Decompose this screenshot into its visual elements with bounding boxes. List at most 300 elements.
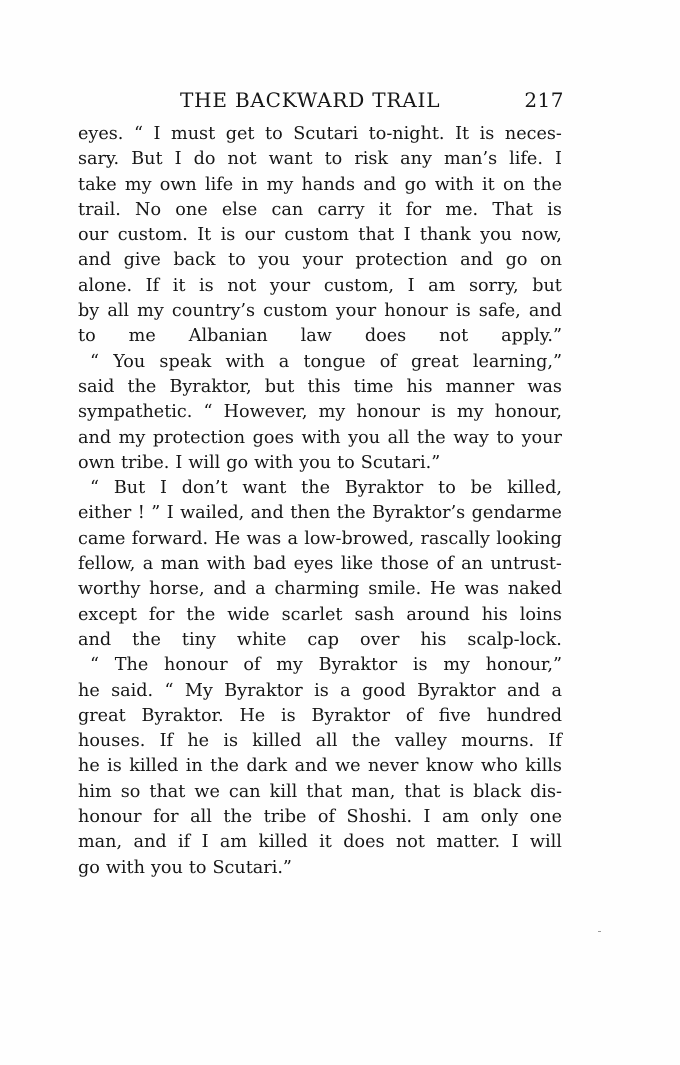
text-word: the [127, 376, 157, 397]
body-text [78, 122, 562, 881]
text-word: and [294, 756, 328, 777]
text-line [78, 173, 562, 198]
text-word: I [174, 149, 182, 170]
text-word: neces- [504, 124, 562, 144]
text-line [78, 704, 562, 729]
text-word: “ [133, 124, 143, 144]
text-word: of [243, 655, 261, 676]
text-word: else [221, 199, 258, 220]
text-word: said [78, 376, 115, 397]
text-word: No [135, 199, 162, 220]
text-word: my [456, 402, 484, 423]
text-word: eyes [293, 554, 334, 575]
text-word: But [131, 149, 163, 170]
text-word: He [214, 528, 241, 549]
text-word: matter. [436, 832, 501, 853]
text-word: hundred [486, 705, 562, 726]
text-word: his [420, 629, 447, 650]
text-word: worthy [78, 579, 141, 600]
text-word: You [113, 351, 146, 372]
text-word: to [324, 149, 343, 170]
text-word: untrust- [490, 554, 562, 575]
text-word: he [78, 756, 100, 777]
text-line [78, 248, 562, 273]
text-word: a [278, 351, 290, 372]
text-line [78, 856, 562, 881]
text-word: on [540, 250, 562, 271]
text-word: dis- [530, 781, 562, 802]
text-word: time [353, 376, 394, 397]
text-line [78, 426, 562, 451]
text-word: my [276, 655, 303, 676]
text-word: I [153, 124, 161, 144]
text-word: The [114, 655, 149, 676]
text-word: and [363, 174, 397, 195]
text-word: want [242, 478, 287, 499]
text-word: go [404, 174, 427, 195]
text-word: tongue [303, 351, 366, 372]
text-word: country’s [171, 301, 256, 322]
text-line [78, 527, 562, 552]
text-word: I [159, 478, 167, 499]
text-word: was [527, 376, 562, 397]
text-word: However, [223, 402, 308, 423]
text-word: I [407, 275, 415, 296]
text-word: to-night. [368, 124, 445, 144]
text-word: it [172, 275, 186, 296]
text-word: to [337, 452, 355, 473]
text-word: those [380, 554, 430, 575]
text-word: a [551, 680, 562, 701]
text-word: mourns. [461, 731, 535, 752]
text-word: my [118, 427, 146, 448]
text-word: the [223, 807, 253, 828]
text-word: of [405, 705, 423, 726]
text-word: If [159, 731, 174, 752]
text-word: dark [246, 756, 288, 777]
text-word: killed [252, 731, 302, 752]
text-word: sorry, [468, 275, 519, 296]
text-word: and [528, 301, 562, 322]
text-line [78, 147, 562, 172]
text-word: go [78, 857, 100, 878]
text-word: I [201, 832, 209, 853]
text-word: sash [354, 604, 395, 625]
text-word: all [387, 427, 410, 448]
text-word: tribe. [120, 452, 170, 473]
text-word: was [464, 579, 500, 600]
text-line [78, 324, 562, 349]
text-word: I [423, 807, 431, 828]
text-word: fellow, [78, 554, 136, 575]
text-word: and [78, 427, 112, 448]
text-word: rascally [420, 528, 490, 549]
text-line [78, 122, 562, 147]
text-word: It [455, 124, 470, 144]
text-word: around [406, 604, 470, 625]
text-word: My [184, 680, 213, 701]
text-word: Byraktor, [169, 376, 252, 397]
text-word: is [412, 655, 428, 676]
text-word: horse, [149, 579, 205, 600]
text-word: one [529, 807, 562, 828]
text-word: can [228, 781, 261, 802]
text-word: by [78, 301, 100, 322]
text-line [78, 805, 562, 830]
text-word: one [175, 199, 208, 220]
text-word: except [78, 604, 137, 625]
text-word: it [378, 199, 392, 220]
text-word: honour [78, 807, 142, 828]
text-word: of [379, 351, 397, 372]
text-line [78, 400, 562, 425]
text-word: for [148, 604, 175, 625]
text-word: I [511, 832, 519, 853]
text-word: him [78, 781, 112, 802]
text-word: honour [164, 655, 228, 676]
text-word: man [160, 554, 200, 575]
text-word: hands [301, 174, 355, 195]
text-word: killed [129, 756, 179, 777]
text-word: go [226, 452, 249, 473]
text-word: risk [354, 149, 389, 170]
text-word: Byraktor [224, 680, 303, 701]
text-word: with [434, 174, 474, 195]
text-word: with [254, 452, 294, 473]
text-word: now, [521, 225, 562, 246]
text-word: and [250, 503, 284, 524]
text-word: is [281, 705, 296, 726]
text-line [78, 223, 562, 248]
text-word: can [271, 199, 304, 220]
text-word: an [461, 554, 483, 575]
text-word: He [239, 705, 266, 726]
text-word: you [348, 427, 381, 448]
text-line [78, 501, 562, 526]
text-line [78, 577, 562, 602]
text-word: custom. [117, 225, 188, 246]
text-word: am [219, 832, 248, 853]
text-line [78, 198, 562, 223]
text-line [78, 653, 562, 678]
text-word: law [300, 326, 332, 347]
text-word: “ [90, 351, 99, 372]
text-word: carry [317, 199, 365, 220]
text-word: That [492, 199, 533, 220]
text-word: of [436, 554, 454, 575]
text-line [78, 628, 562, 653]
text-word: custom [284, 225, 349, 246]
text-word: never [367, 756, 419, 777]
text-word: the [416, 427, 446, 448]
text-word: then [290, 503, 331, 524]
text-line [78, 274, 562, 299]
text-line [78, 299, 562, 324]
text-word: protection [355, 250, 448, 271]
text-word: white [236, 629, 287, 650]
text-word: man, [351, 781, 396, 802]
text-word: the [351, 731, 381, 752]
text-word: Byraktor [344, 478, 424, 499]
text-word: any [400, 149, 432, 170]
text-word: bad [253, 554, 287, 575]
text-word: on [502, 174, 525, 195]
text-word: my [266, 174, 294, 195]
text-word: man, [78, 832, 123, 853]
text-word: all [107, 301, 130, 322]
text-line [78, 603, 562, 628]
text-word: your [521, 427, 562, 448]
text-word: Byraktor’s [372, 503, 466, 524]
text-word: all [190, 807, 212, 828]
text-word: goes [252, 427, 294, 448]
text-word: honour [356, 402, 420, 423]
text-word: but [532, 275, 562, 296]
text-line [78, 552, 562, 577]
text-word: his [406, 376, 433, 397]
text-word: to [78, 326, 96, 347]
text-word: it [319, 832, 332, 853]
text-word: He [429, 579, 456, 600]
text-word: is [223, 731, 238, 752]
text-word: don’t [181, 478, 228, 499]
text-word: am [428, 275, 456, 296]
text-word: ! [137, 503, 145, 524]
text-word: with [225, 351, 265, 372]
text-word: a [255, 579, 266, 600]
text-word: “ [90, 655, 99, 676]
text-word: with [105, 857, 145, 878]
text-word: smile. [368, 579, 422, 600]
text-word: all [315, 731, 338, 752]
text-word: tiny [181, 629, 216, 650]
text-word: either [78, 503, 132, 524]
text-word: the [533, 174, 562, 195]
text-word: you [150, 857, 183, 878]
text-word: your [269, 275, 311, 296]
text-word: to [496, 427, 515, 448]
text-word: that [404, 781, 441, 802]
text-word: man’s [443, 149, 498, 170]
text-word: he [78, 680, 100, 701]
text-word: am [441, 807, 470, 828]
text-word: custom, [323, 275, 394, 296]
text-word: with [301, 427, 341, 448]
text-word: who [480, 756, 518, 777]
text-word: valley [394, 731, 447, 752]
text-word: Scutari [293, 124, 359, 144]
text-word: thank [419, 225, 471, 246]
text-word: trail. [78, 199, 121, 220]
text-word: wide [227, 604, 270, 625]
text-word: honour, [494, 402, 562, 423]
text-word: life [205, 174, 234, 195]
text-word: “ [164, 680, 174, 701]
text-word: sympathetic. [78, 402, 193, 423]
text-word: great [411, 351, 459, 372]
text-word: our [78, 225, 109, 246]
text-line [78, 476, 562, 501]
text-word: learning,” [472, 351, 562, 372]
text-word: we [194, 781, 220, 802]
text-word: was [246, 528, 282, 549]
text-word: your [335, 301, 377, 322]
text-word: scalp-lock. [467, 629, 562, 650]
text-word: is [314, 680, 329, 701]
text-word: eyes. [78, 124, 124, 144]
text-word: way [453, 427, 489, 448]
text-word: does [364, 326, 407, 347]
text-word: honour [384, 301, 448, 322]
text-word: forward. [131, 528, 209, 549]
text-line [78, 780, 562, 805]
text-word: get [225, 124, 255, 144]
text-word: Byraktor [311, 705, 391, 726]
text-word: Byraktor [318, 655, 398, 676]
text-word: black [473, 781, 522, 802]
text-line [78, 754, 562, 779]
text-word: and [78, 629, 112, 650]
text-line [78, 729, 562, 754]
text-word: take [78, 174, 117, 195]
text-word: own [78, 452, 115, 473]
text-word: protection [152, 427, 246, 448]
text-word: It [197, 225, 212, 246]
text-word: is [455, 301, 471, 322]
text-word: over [360, 629, 400, 650]
text-word: safe, [478, 301, 521, 322]
running-title: THE BACKWARD TRAIL [180, 88, 441, 112]
text-word: not [227, 275, 257, 296]
text-word: manner [445, 376, 515, 397]
text-word: apply.” [501, 326, 562, 347]
text-word: came [78, 528, 126, 549]
text-word: If [548, 731, 562, 752]
text-word: will [188, 452, 221, 473]
text-word: is [479, 124, 495, 144]
text-word: that [358, 225, 395, 246]
text-word: do [193, 149, 216, 170]
running-head [176, 88, 568, 116]
text-word: naked [507, 579, 562, 600]
text-line [78, 679, 562, 704]
text-word: to [228, 250, 246, 271]
text-word: so [120, 781, 141, 802]
text-word: if [178, 832, 191, 853]
text-word: of [317, 807, 336, 828]
text-word: and [133, 832, 167, 853]
text-word: for [153, 807, 179, 828]
text-word: his [481, 604, 508, 625]
text-word: to [438, 478, 456, 499]
text-word: be [470, 478, 493, 499]
text-word: custom [263, 301, 328, 322]
text-line [78, 830, 562, 855]
text-word: is [220, 225, 236, 246]
text-word: is [547, 199, 562, 220]
text-word: my [443, 655, 470, 676]
text-word: Byraktor [417, 680, 496, 701]
text-word: and [213, 579, 247, 600]
text-word: it [482, 174, 495, 195]
text-word: ” [151, 503, 161, 524]
text-word: Shoshi. [346, 807, 413, 828]
text-word: low-browed, [304, 528, 415, 549]
text-word: go [505, 250, 528, 271]
text-word: killed [258, 832, 308, 853]
text-word: speak [159, 351, 212, 372]
text-word: gendarme [471, 503, 562, 524]
text-word: must [171, 124, 216, 144]
text-word: the [186, 604, 216, 625]
text-word: killed, [507, 478, 562, 499]
text-word: your [302, 250, 343, 271]
text-word: cap [307, 629, 339, 650]
text-word: but [264, 376, 295, 397]
text-word: you [480, 225, 513, 246]
text-word: he [187, 731, 210, 752]
text-word: alone. [78, 275, 133, 296]
text-word: in [241, 174, 259, 195]
text-word: charming [274, 579, 360, 600]
text-word: said. [111, 680, 154, 701]
text-word: Byraktor. [141, 705, 224, 726]
text-word: scarlet [281, 604, 343, 625]
text-word: is [199, 275, 214, 296]
text-word: not [395, 832, 425, 853]
text-word: our [244, 225, 275, 246]
text-line [78, 375, 562, 400]
text-word: you [258, 250, 291, 271]
text-word: that [306, 781, 343, 802]
text-word: for [405, 199, 432, 220]
text-word: own [159, 174, 197, 195]
text-word: tribe [263, 807, 307, 828]
text-word: Albanian [188, 326, 268, 347]
text-word: only [480, 807, 519, 828]
text-word: and [507, 680, 541, 701]
text-word: I [175, 452, 183, 473]
text-word: a [142, 554, 154, 575]
text-word: “ [203, 402, 213, 423]
text-word: “ [90, 478, 99, 499]
text-word: looking [496, 528, 562, 549]
text-word: in [185, 756, 203, 777]
text-word: give [123, 250, 161, 271]
text-word: is [107, 756, 122, 777]
text-word: five [438, 705, 471, 726]
text-word: is [449, 781, 465, 802]
text-word: this [307, 376, 341, 397]
page-number: 217 [524, 88, 564, 112]
text-line [78, 350, 562, 375]
text-word: my [318, 402, 346, 423]
text-word: we [335, 756, 361, 777]
text-word: will [529, 832, 562, 853]
text-word: life. [509, 149, 543, 170]
text-word: If [145, 275, 160, 296]
text-word: good [362, 680, 406, 701]
text-word: a [287, 528, 298, 549]
text-word: the [336, 503, 366, 524]
text-word: is [431, 402, 446, 423]
text-word: and [460, 250, 494, 271]
text-word: and [78, 250, 112, 271]
text-word: know [425, 756, 474, 777]
text-word: the [210, 756, 239, 777]
text-word: loins [519, 604, 562, 625]
text-word: not [227, 149, 257, 170]
